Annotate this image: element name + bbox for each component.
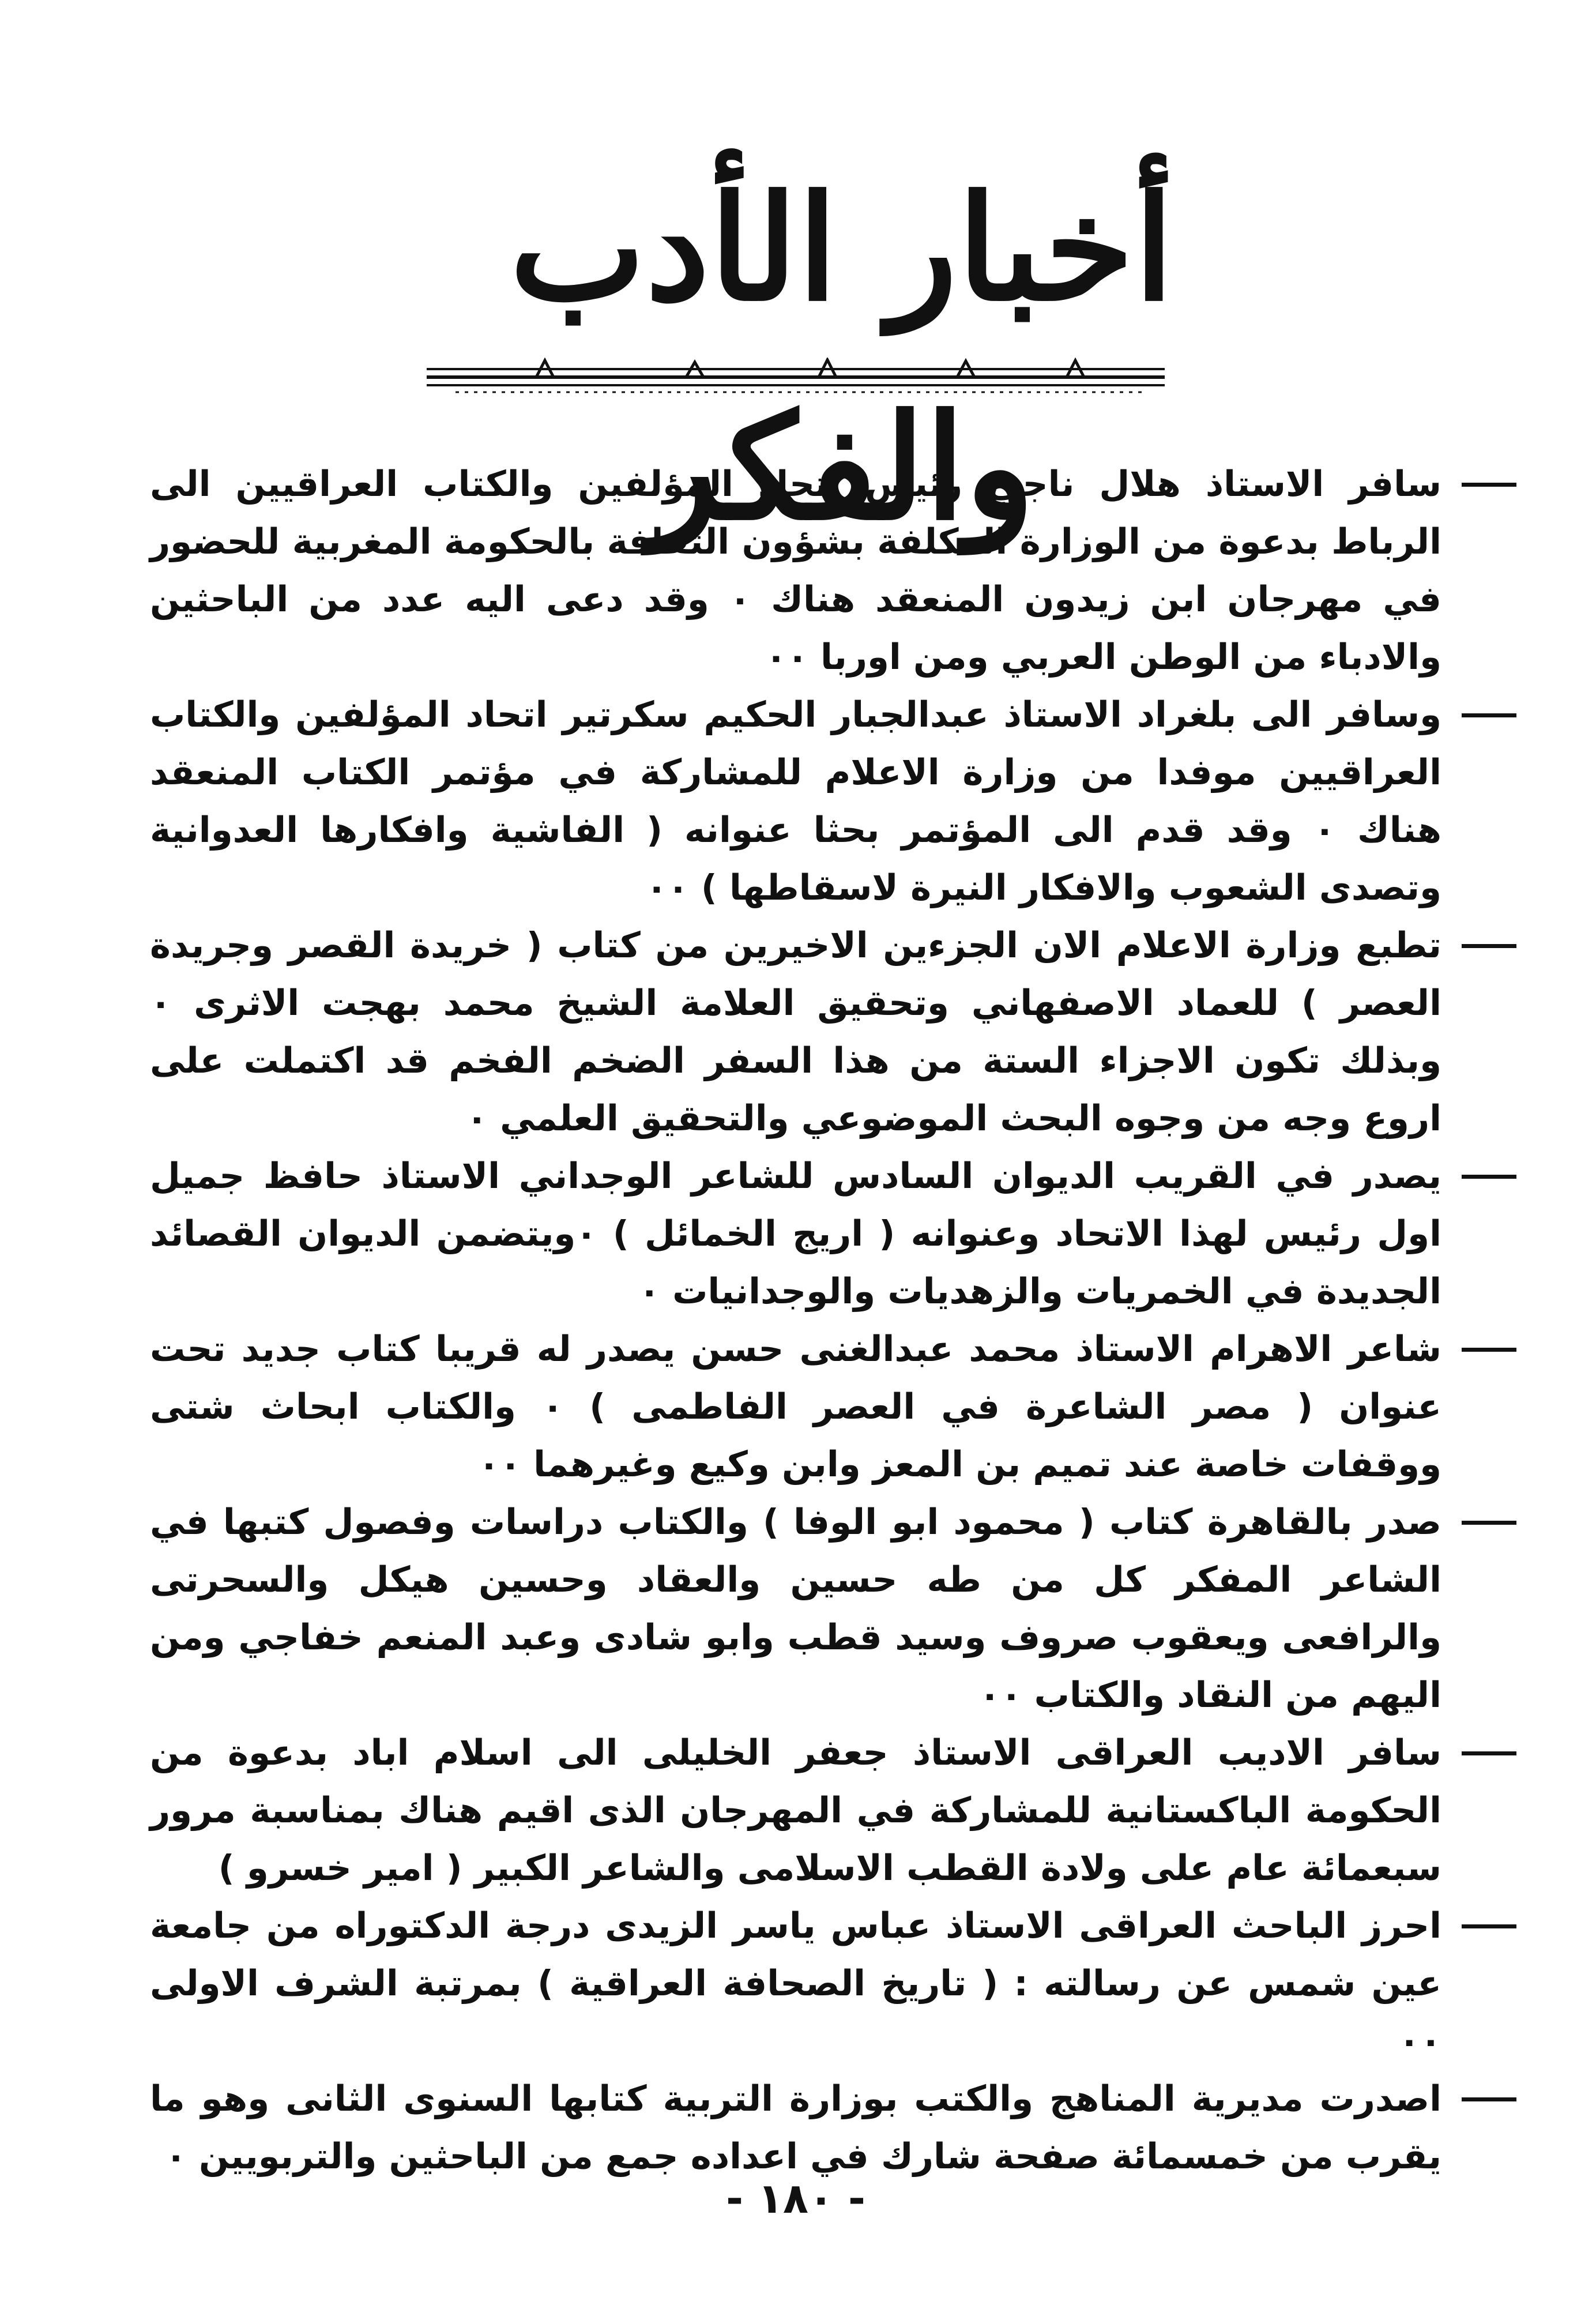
news-item-text: صدر بالقاهرة كتاب ( محمود ابو الوفا ) والكتاب دراسات وفصول كتبها في الشاعر المفكر كل من طه حسين والعقاد وحسين هيكل والسحرتى والرافعى ويعقوب صروف وسيد قطب وابو شادى وعبد المنعم خفاجي ومن اليهم من النقاد والكتاب ٠٠ xyxy=(150,1502,1441,1716)
item-dash-marker xyxy=(1462,1175,1516,1179)
item-dash-marker xyxy=(1462,944,1516,948)
news-item xyxy=(150,686,1516,917)
title-underline-ornament xyxy=(421,358,1170,398)
item-dash-marker xyxy=(1462,1751,1516,1755)
news-item-text: اصدرت مديرية المناهج والكتب بوزارة التربية كتابها السنوى الثانى وهو ما يقرب من خمسمائة صفحة شارك في اعداده جمع من الباحثين والتربويين ٠ xyxy=(150,2078,1441,2177)
item-dash-marker xyxy=(1462,1924,1516,1928)
news-list xyxy=(150,456,1516,2186)
news-item-text: سافر الاستاذ هلال ناجي رئيس اتحاد المؤلفين والكتاب العراقيين الى الرباط بدعوة من الوزارة المكلفة بشؤون الثقافة بالحكومة المغربية للحضور في مهرجان ابن زيدون المنعقد هناك ٠ وقد دعى اليه عدد من الباحثين والادباء من الوطن العربي ومن اوربا ٠٠ xyxy=(150,464,1441,678)
news-item-text: تطبع وزارة الاعلام الان الجزءين الاخيرين من كتاب ( خريدة القصر وجريدة العصر ) للعماد الاصفهاني وتحقيق العلامة الشيخ محمد بهجت الاثرى ٠ وبذلك تكون الاجزاء الستة من هذا السفر الضخم الفخم قد اكتملت على اروع وجه من وجوه البحث الموضوعي والتحقيق العلمي ٠ xyxy=(150,925,1441,1139)
item-dash-marker xyxy=(1462,1521,1516,1525)
news-item-text: وسافر الى بلغراد الاستاذ عبدالجبار الحكيم سكرتير اتحاد المؤلفين والكتاب العراقيين موفدا من وزارة الاعلام للمشاركة في مؤتمر الكتاب المنعقد هناك ٠ وقد قدم الى المؤتمر بحثا عنوانه ( الفاشية وافكارها العدوانية وتصدى الشعوب والافكار النيرة لاسقاطها ) ٠٠ xyxy=(150,694,1441,908)
news-item-text: احرز الباحث العراقى الاستاذ عباس ياسر الزيدى درجة الدكتوراه من جامعة عين شمس عن رسالته : ( تاريخ الصحافة العراقية ) بمرتبة الشرف الاولى ٠٠ xyxy=(150,1905,1441,2062)
news-item xyxy=(150,1494,1516,1724)
item-dash-marker xyxy=(1462,2097,1516,2101)
news-item xyxy=(150,1321,1516,1494)
item-dash-marker xyxy=(1462,483,1516,487)
news-item xyxy=(150,1724,1516,1897)
news-item xyxy=(150,2070,1516,2186)
item-dash-marker xyxy=(1462,713,1516,717)
news-item xyxy=(150,1148,1516,1321)
news-item xyxy=(150,456,1516,686)
news-item-text: شاعر الاهرام الاستاذ محمد عبدالغنى حسن يصدر له قريبا كتاب جديد تحت عنوان ( مصر الشاعرة في العصر الفاطمى ) ٠ والكتاب ابحاث شتى ووقفات خاصة عند تميم بن المعز وابن وكيع وغيرهما ٠٠ xyxy=(150,1329,1441,1485)
page-number: - ١٨٠ - xyxy=(726,2174,865,2223)
news-item xyxy=(150,917,1516,1148)
news-item xyxy=(150,1897,1516,2070)
item-dash-marker xyxy=(1462,1348,1516,1352)
news-item-text: سافر الاديب العراقى الاستاذ جعفر الخليلى الى اسلام اباد بدعوة من الحكومة الباكستانية للمشاركة في المهرجان الذى اقيم هناك بمناسبة مرور سبعمائة عام على ولادة القطب الاسلامى والشاعر الكبير ( امير خسرو ) xyxy=(150,1732,1441,1889)
section-title: أخبار الأدب والفكر xyxy=(510,163,1174,552)
news-item-text: يصدر في القريب الديوان السادس للشاعر الوجداني الاستاذ حافظ جميل اول رئيس لهذا الاتحاد وعنوانه ( اريج الخمائل ) ٠ويتضمن الديوان القصائد الجديدة في الخمريات والزهديات والوجدانيات ٠ xyxy=(150,1156,1441,1312)
